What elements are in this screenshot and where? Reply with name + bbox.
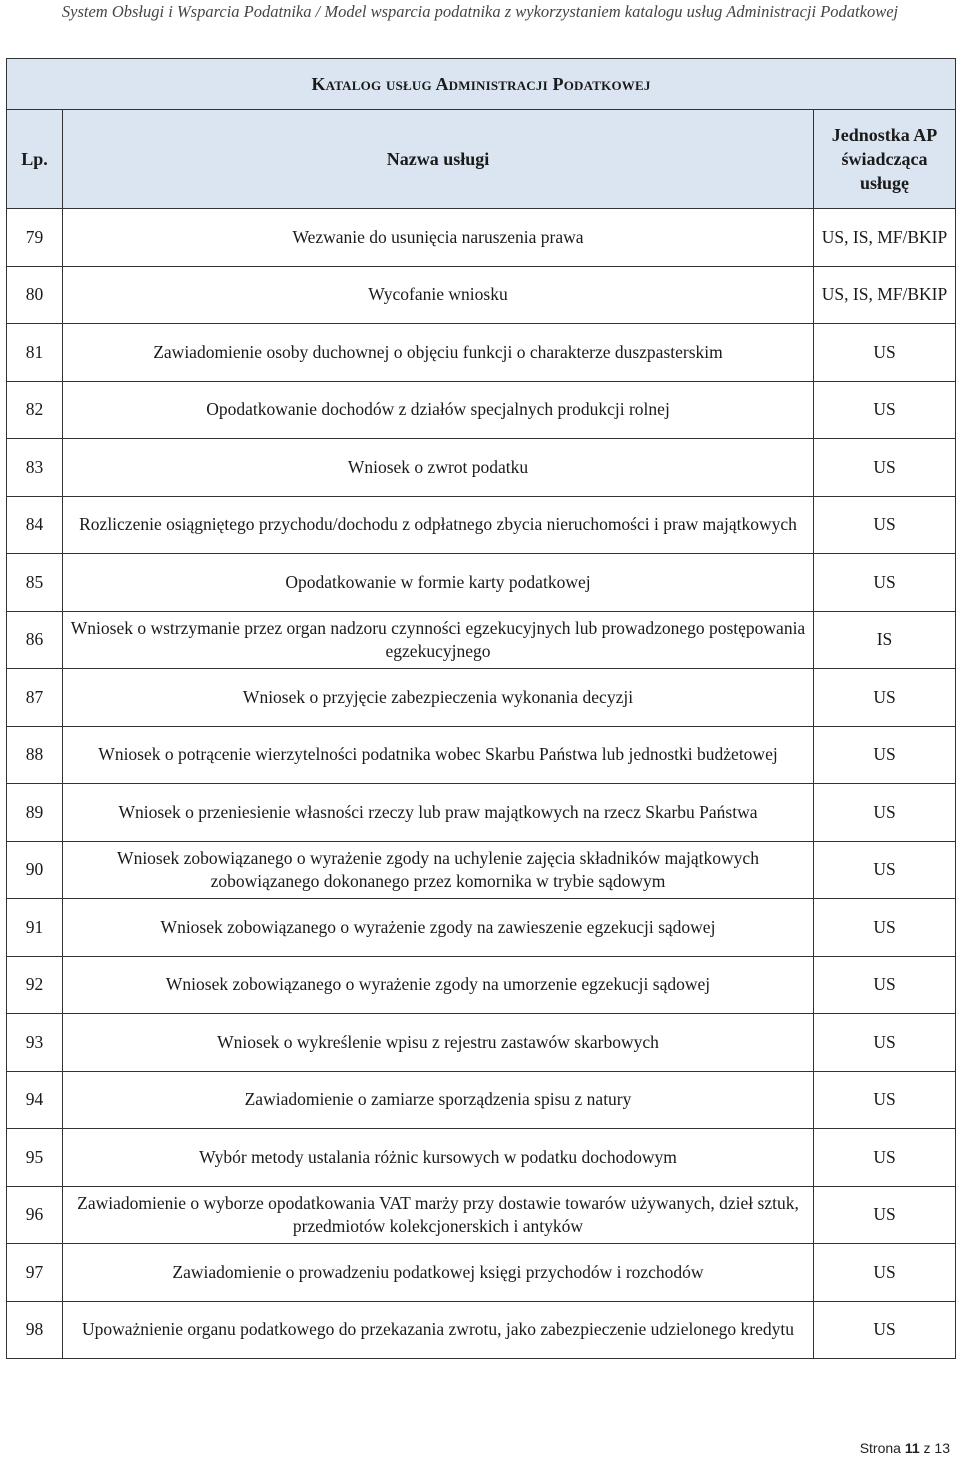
table-row [7,439,956,497]
row-lp: 85 [7,554,63,612]
table-row [7,611,956,669]
row-lp: 96 [7,1186,63,1244]
row-unit: US [814,956,956,1014]
row-lp: 92 [7,956,63,1014]
row-service-name: Rozliczenie osiągniętego przychodu/dochodu z odpłatnego zbycia nieruchomości i praw majątkowych [63,496,814,554]
row-unit: US [814,324,956,382]
row-unit: US [814,496,956,554]
row-service-name: Wniosek o wstrzymanie przez organ nadzoru czynności egzekucyjnych lub prowadzonego postępowania egzekucyjnego [63,611,814,669]
table-row [7,266,956,324]
row-unit: US [814,841,956,899]
row-unit: US [814,899,956,957]
row-unit: IS [814,611,956,669]
table-row [7,669,956,727]
table-row [7,1129,956,1187]
row-service-name: Zawiadomienie o zamiarze sporządzenia spisu z natury [63,1071,814,1129]
row-lp: 88 [7,726,63,784]
table-row [7,726,956,784]
row-service-name: Wniosek o potrącenie wierzytelności podatnika wobec Skarbu Państwa lub jednostki budżetowej [63,726,814,784]
row-service-name: Wniosek o wykreślenie wpisu z rejestru zastawów skarbowych [63,1014,814,1072]
column-header-service-name: Nazwa usługi [63,110,814,209]
row-service-name: Zawiadomienie osoby duchownej o objęciu funkcji o charakterze duszpasterskim [63,324,814,382]
row-lp: 98 [7,1301,63,1359]
row-unit: US [814,554,956,612]
row-lp: 95 [7,1129,63,1187]
page-number-current: 11 [904,1440,920,1456]
row-unit: US [814,1071,956,1129]
row-unit: US [814,1301,956,1359]
table-row [7,324,956,382]
table-row [7,554,956,612]
table-row [7,1244,956,1302]
table-row [7,1071,956,1129]
service-catalog-table [6,58,956,1359]
row-service-name: Wniosek o przyjęcie zabezpieczenia wykonania decyzji [63,669,814,727]
row-lp: 97 [7,1244,63,1302]
row-service-name: Wniosek zobowiązanego o wyrażenie zgody na umorzenie egzekucji sądowej [63,956,814,1014]
page-number-total: 13 [934,1440,950,1456]
table-row [7,956,956,1014]
table-row [7,496,956,554]
row-lp: 87 [7,669,63,727]
row-unit: US [814,1129,956,1187]
row-lp: 83 [7,439,63,497]
table-row [7,1014,956,1072]
row-service-name: Upoważnienie organu podatkowego do przekazania zwrotu, jako zabezpieczenie udzielonego kredytu [63,1301,814,1359]
row-service-name: Opodatkowanie w formie karty podatkowej [63,554,814,612]
row-service-name: Wniosek o przeniesienie własności rzeczy lub praw majątkowych na rzecz Skarbu Państwa [63,784,814,842]
table-row [7,209,956,267]
row-lp: 93 [7,1014,63,1072]
column-header-unit: Jednostka AP świadcząca usługę [814,110,956,209]
row-lp: 86 [7,611,63,669]
column-header-lp: Lp. [7,110,63,209]
table-body [7,209,956,1359]
row-lp: 80 [7,266,63,324]
row-service-name: Wniosek o zwrot podatku [63,439,814,497]
row-unit: US [814,784,956,842]
row-unit: US [814,381,956,439]
row-service-name: Opodatkowanie dochodów z działów specjalnych produkcji rolnej [63,381,814,439]
row-lp: 82 [7,381,63,439]
row-unit: US [814,669,956,727]
row-unit: US [814,1186,956,1244]
page-number [860,1440,950,1456]
table-header-row [7,110,956,209]
page-number-separator: z [923,1440,931,1456]
row-service-name: Wniosek zobowiązanego o wyrażenie zgody na zawieszenie egzekucji sądowej [63,899,814,957]
table-row [7,381,956,439]
row-unit: US [814,1244,956,1302]
row-lp: 79 [7,209,63,267]
row-lp: 94 [7,1071,63,1129]
table-title: Katalog usług Administracji Podatkowej [7,59,956,110]
row-service-name: Wezwanie do usunięcia naruszenia prawa [63,209,814,267]
row-service-name: Wybór metody ustalania różnic kursowych w podatku dochodowym [63,1129,814,1187]
row-unit: US [814,726,956,784]
row-unit: US [814,439,956,497]
page-number-prefix: Strona [859,1440,901,1456]
row-lp: 84 [7,496,63,554]
table-row [7,1301,956,1359]
row-unit: US, IS, MF/BKIP [814,266,956,324]
table-title-row [7,59,956,110]
row-service-name: Wniosek zobowiązanego o wyrażenie zgody na uchylenie zajęcia składników majątkowych zobowiązanego dokonanego przez komornika w trybie sądowym [63,841,814,899]
row-unit: US, IS, MF/BKIP [814,209,956,267]
row-lp: 89 [7,784,63,842]
row-lp: 90 [7,841,63,899]
table-row [7,899,956,957]
table-row [7,841,956,899]
table-row [7,1186,956,1244]
row-lp: 91 [7,899,63,957]
row-service-name: Zawiadomienie o wyborze opodatkowania VAT marży przy dostawie towarów używanych, dzieł sztuk, przedmiotów kolekcjonerskich i antyków [63,1186,814,1244]
page-header: System Obsługi i Wsparcia Podatnika / Model wsparcia podatnika z wykorzystaniem katalogu usług Administracji Podatkowej [61,2,899,21]
row-service-name: Wycofanie wniosku [63,266,814,324]
row-service-name: Zawiadomienie o prowadzeniu podatkowej księgi przychodów i rozchodów [63,1244,814,1302]
row-lp: 81 [7,324,63,382]
table-row [7,784,956,842]
row-unit: US [814,1014,956,1072]
